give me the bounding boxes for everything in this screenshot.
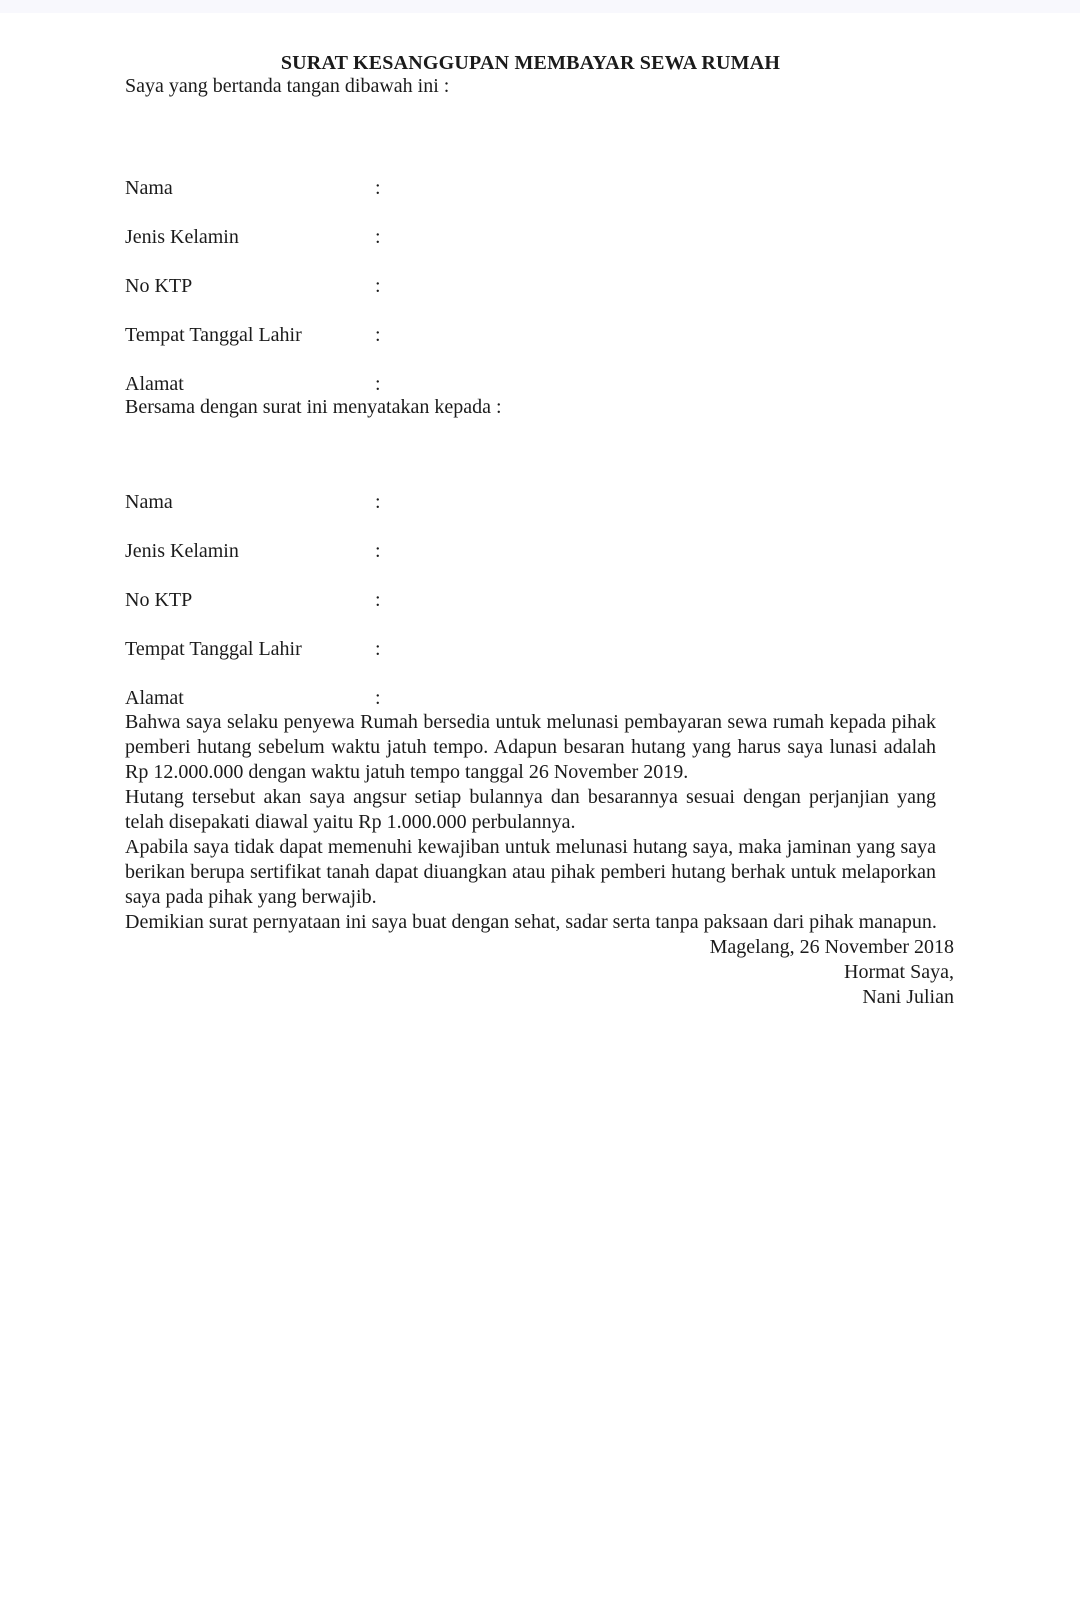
closing-paragraph: Demikian surat pernyataan ini saya buat dengan sehat, sadar serta tanpa paksaan dari pihak manapun. [125, 911, 937, 933]
field-colon: : [375, 589, 381, 611]
field-row [125, 373, 936, 396]
field-row [125, 177, 936, 200]
field-value [393, 687, 936, 710]
field-row [125, 540, 936, 563]
field-value [393, 589, 936, 612]
field-label: Nama [125, 491, 173, 513]
signature-salutation: Hormat Saya, [844, 961, 954, 983]
field-row [125, 491, 936, 514]
field-value [393, 275, 936, 298]
field-colon: : [375, 177, 381, 199]
field-value [393, 226, 936, 249]
field-label: Jenis Kelamin [125, 540, 239, 562]
field-label: No KTP [125, 275, 193, 297]
body-paragraph-2: Hutang tersebut akan saya angsur setiap bulannya dan besarannya sesuai dengan perjanjian yang telah disepakati diawal yaitu Rp 1.000.000 perbulannya. [125, 786, 936, 833]
letter-title: SURAT KESANGGUPAN MEMBAYAR SEWA RUMAH [280, 52, 781, 74]
top-background-strip [0, 0, 1080, 13]
field-row [125, 324, 936, 347]
field-value [393, 177, 936, 200]
field-value [393, 373, 936, 396]
field-colon: : [375, 275, 381, 297]
field-row [125, 275, 936, 298]
field-label: Alamat [125, 373, 184, 395]
signer-name: Nani Julian [862, 986, 954, 1008]
field-value [393, 491, 936, 514]
field-row [125, 589, 936, 612]
field-label: No KTP [125, 589, 193, 611]
field-colon: : [375, 491, 381, 513]
field-label: Tempat Tanggal Lahir [125, 638, 302, 660]
second-party-intro: Bersama dengan surat ini menyatakan kepada : [125, 396, 502, 418]
field-colon: : [375, 540, 381, 562]
field-row [125, 638, 936, 661]
field-colon: : [375, 687, 381, 709]
field-label: Nama [125, 177, 173, 199]
field-colon: : [375, 638, 381, 660]
field-row [125, 687, 936, 710]
field-label: Alamat [125, 687, 184, 709]
field-value [393, 638, 936, 661]
field-colon: : [375, 226, 381, 248]
letter-document [0, 52, 1080, 1010]
second-party-fields [125, 491, 936, 710]
first-party-fields [125, 177, 936, 396]
field-row [125, 226, 936, 249]
signature-block [125, 935, 954, 1010]
field-colon: : [375, 373, 381, 395]
place-and-date: Magelang, 26 November 2018 [709, 936, 954, 958]
field-label: Tempat Tanggal Lahir [125, 324, 302, 346]
body-paragraph-3: Apabila saya tidak dapat memenuhi kewajiban untuk melunasi hutang saya, maka jaminan yang saya berikan berupa sertifikat tanah dapat diuangkan atau pihak pemberi hutang berhak untuk melaporkan saya pada pihak yang berwajib. [125, 836, 936, 908]
first-party-intro: Saya yang bertanda tangan dibawah ini : [125, 75, 450, 97]
field-value [393, 540, 936, 563]
field-value [393, 324, 936, 347]
body-paragraph-1: Bahwa saya selaku penyewa Rumah bersedia untuk melunasi pembayaran sewa rumah kepada pihak pemberi hutang sebelum waktu jatuh tempo. Adapun besaran hutang yang harus saya lunasi adalah Rp 12.000.000 dengan waktu jatuh tempo tanggal 26 November 2019. [125, 711, 936, 783]
field-colon: : [375, 324, 381, 346]
field-label: Jenis Kelamin [125, 226, 239, 248]
